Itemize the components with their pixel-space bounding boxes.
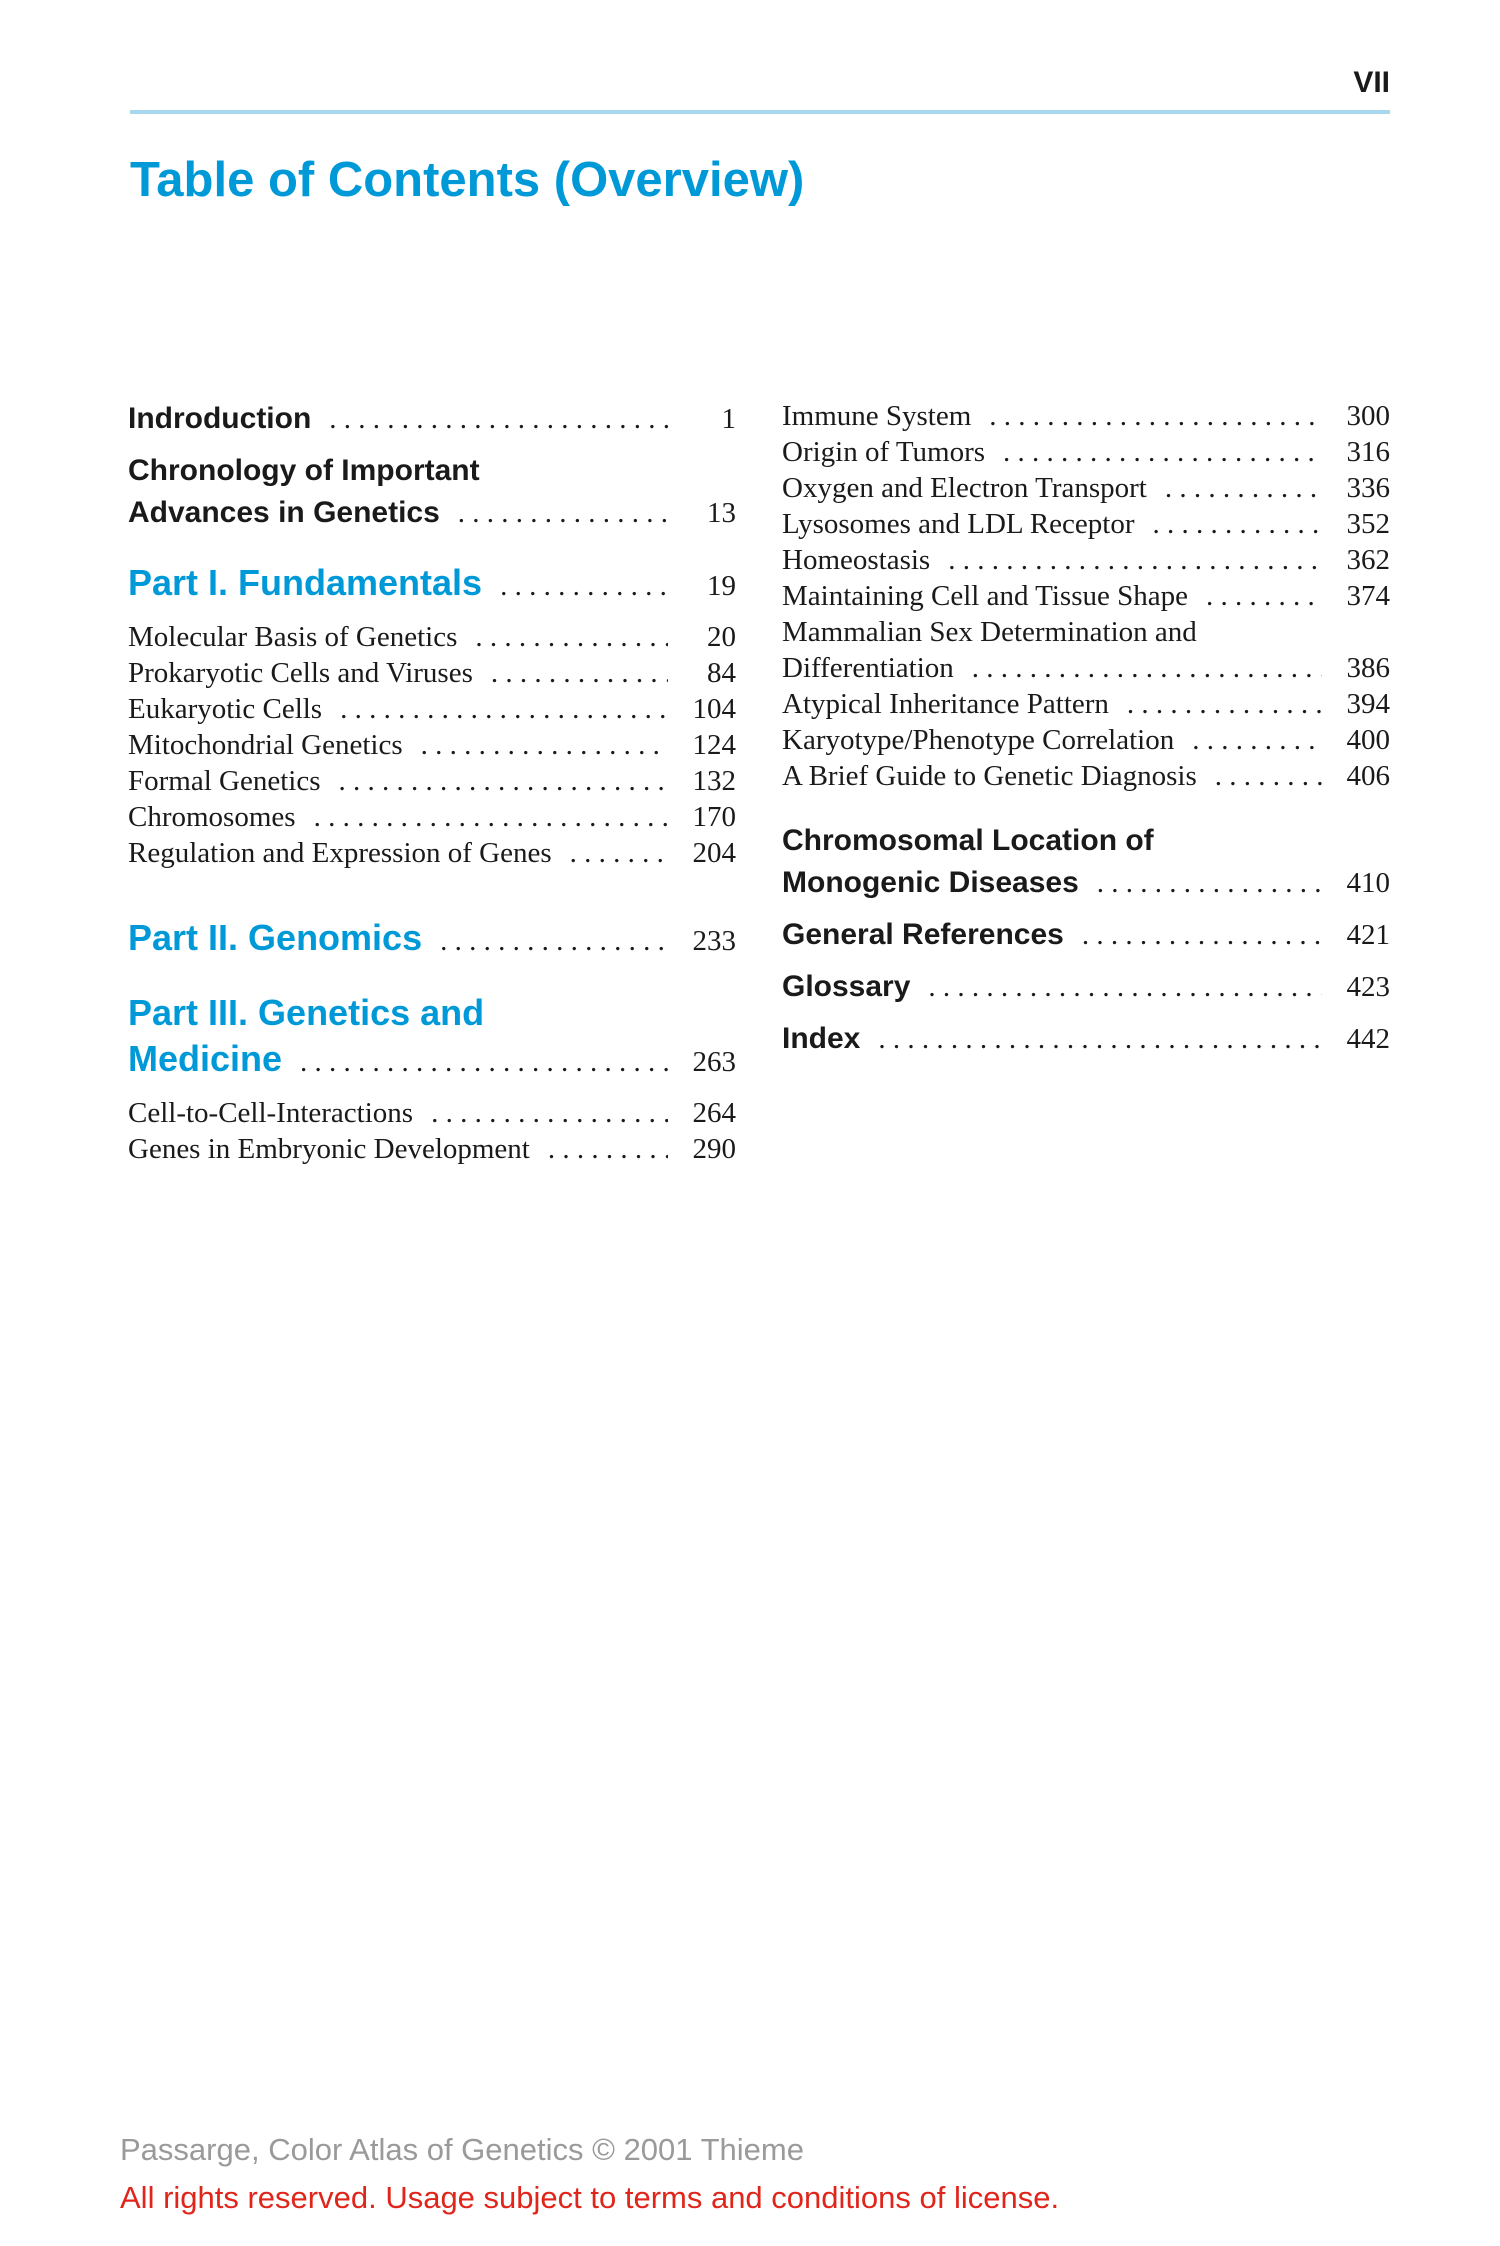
leader-dots <box>314 799 668 835</box>
part3-items <box>128 1095 736 1167</box>
toc-entry[interactable] <box>128 799 736 835</box>
toc-entry[interactable] <box>782 722 1390 758</box>
leader-dots <box>989 398 1322 434</box>
toc-entry-page: 20 <box>707 621 736 653</box>
toc-entry[interactable] <box>782 434 1390 470</box>
leader-dots <box>338 763 668 799</box>
leader-dots <box>972 650 1322 686</box>
toc-part-1[interactable] <box>128 560 736 609</box>
leader-dots <box>329 398 668 440</box>
toc-part-page: 263 <box>692 1046 736 1078</box>
leader-dots <box>1127 686 1322 722</box>
part3-continued-items <box>782 398 1390 794</box>
toc-part-2[interactable] <box>128 915 736 964</box>
toc-entry-page: 423 <box>1346 971 1390 1003</box>
toc-entry-title: Karyotype/Phenotype Correlation <box>782 724 1175 756</box>
toc-entry-title: Mitochondrial Genetics <box>128 729 403 761</box>
leader-dots <box>300 1039 668 1085</box>
leader-dots <box>1082 914 1322 956</box>
leader-dots <box>1153 506 1323 542</box>
toc-entry-title-line2: Monogenic Diseases <box>782 866 1079 899</box>
toc-entry-chronology[interactable] <box>128 450 736 534</box>
leader-dots <box>500 563 668 609</box>
leader-dots <box>440 918 668 964</box>
leader-dots <box>928 966 1322 1008</box>
leader-dots <box>491 655 668 691</box>
toc-entry-page: 316 <box>1346 436 1390 468</box>
leader-dots <box>1003 434 1322 470</box>
toc-entry-title: Atypical Inheritance Pattern <box>782 688 1109 720</box>
toc-entry-title: Glossary <box>782 970 911 1003</box>
toc-entry[interactable] <box>128 1095 736 1131</box>
toc-entry-title: Lysosomes and LDL Receptor <box>782 508 1135 540</box>
toc-entry[interactable] <box>128 691 736 727</box>
toc-part-title-line1: Part III. Genetics and <box>128 992 485 1033</box>
toc-entry[interactable] <box>782 470 1390 506</box>
toc-entry-introduction[interactable] <box>128 398 736 440</box>
toc-entry-page: 84 <box>707 657 736 689</box>
toc-entry-title-line2: Differentiation <box>782 652 954 684</box>
leader-dots <box>475 619 668 655</box>
toc-entry-title: Formal Genetics <box>128 765 321 797</box>
toc-entry-page: 362 <box>1346 544 1390 576</box>
toc-entry-page: 264 <box>692 1097 736 1129</box>
leader-dots <box>570 835 668 871</box>
leader-dots <box>1206 578 1322 614</box>
toc-entry-title: Immune System <box>782 400 972 432</box>
leader-dots <box>1192 722 1322 758</box>
toc-entry-title: Maintaining Cell and Tissue Shape <box>782 580 1188 612</box>
toc-entry-title: A Brief Guide to Genetic Diagnosis <box>782 760 1197 792</box>
leader-dots <box>458 492 668 534</box>
leader-dots <box>431 1095 668 1131</box>
leader-dots <box>1165 470 1322 506</box>
toc-entry-page: 421 <box>1346 919 1390 951</box>
leader-dots <box>948 542 1322 578</box>
toc-entry-page: 386 <box>1346 652 1390 684</box>
toc-entry-title: Eukaryotic Cells <box>128 693 323 725</box>
toc-entry-page: 300 <box>1346 400 1390 432</box>
toc-entry[interactable] <box>782 542 1390 578</box>
toc-entry-page: 1 <box>721 403 736 435</box>
toc-entry-title: Homeostasis <box>782 544 931 576</box>
toc-entry-page: 400 <box>1346 724 1390 756</box>
toc-entry[interactable] <box>782 398 1390 434</box>
toc-entry-page: 170 <box>692 801 736 833</box>
toc-entry-title: Genes in Embryonic Development <box>128 1133 530 1165</box>
toc-entry[interactable] <box>782 578 1390 614</box>
part1-items <box>128 619 736 871</box>
toc-entry-title-line1: Mammalian Sex Determination and <box>782 616 1197 648</box>
toc-entry-page: 352 <box>1346 508 1390 540</box>
toc-part-page: 19 <box>707 570 736 602</box>
toc-entry[interactable] <box>782 758 1390 794</box>
toc-entry-title: Index <box>782 1022 861 1055</box>
toc-entry[interactable] <box>782 686 1390 722</box>
toc-entry-title-line2: Advances in Genetics <box>128 496 440 529</box>
toc-entry-page: 124 <box>692 729 736 761</box>
leader-dots <box>1097 862 1322 904</box>
toc-entry-page: 104 <box>692 693 736 725</box>
page-number: VII <box>1353 66 1390 99</box>
footer-rights: All rights reserved. Usage subject to terms and conditions of license. <box>120 2180 1060 2215</box>
toc-entry-title: General References <box>782 918 1064 951</box>
toc-entry[interactable] <box>128 835 736 871</box>
toc-part-3[interactable] <box>128 990 736 1085</box>
leader-dots <box>548 1131 668 1167</box>
toc-entry-page: 204 <box>692 837 736 869</box>
toc-entry-title: Prokaryotic Cells and Viruses <box>128 657 473 689</box>
leader-dots <box>421 727 668 763</box>
toc-part-title-line2: Medicine <box>128 1038 283 1079</box>
toc-entry-sex-determination[interactable] <box>782 614 1390 686</box>
leader-dots <box>340 691 668 727</box>
toc-entry-general-references[interactable] <box>782 914 1390 956</box>
toc-entry-title-line1: Chronology of Important <box>128 454 480 487</box>
toc-entry[interactable] <box>128 619 736 655</box>
toc-left-column <box>128 398 736 1167</box>
toc-entry-title: Chromosomes <box>128 801 296 833</box>
toc-entry-page: 290 <box>692 1133 736 1165</box>
toc-entry-page: 336 <box>1346 472 1390 504</box>
toc-right-column <box>782 398 1390 1060</box>
toc-entry-glossary[interactable] <box>782 966 1390 1008</box>
page-title: Table of Contents (Overview) <box>130 153 805 207</box>
footer-credit: Passarge, Color Atlas of Genetics © 2001 Thieme <box>120 2132 804 2167</box>
toc-entry-page: 132 <box>692 765 736 797</box>
toc-entry[interactable] <box>128 655 736 691</box>
toc-entry[interactable] <box>128 727 736 763</box>
toc-entry-title: Molecular Basis of Genetics <box>128 621 458 653</box>
leader-dots <box>878 1018 1322 1060</box>
toc-entry-title: Origin of Tumors <box>782 436 986 468</box>
header-rule <box>130 110 1390 114</box>
toc-entry-page: 406 <box>1346 760 1390 792</box>
toc-part-page: 233 <box>692 925 736 957</box>
toc-entry-page: 442 <box>1346 1023 1390 1055</box>
toc-entry-title-line1: Chromosomal Location of <box>782 824 1154 857</box>
toc-entry-page: 374 <box>1346 580 1390 612</box>
toc-entry-page: 13 <box>707 497 736 529</box>
toc-entry-page: 394 <box>1346 688 1390 720</box>
leader-dots <box>1215 758 1322 794</box>
toc-entry-chromosomal-location[interactable] <box>782 820 1390 904</box>
toc-part-title: Part II. Genomics <box>128 917 423 958</box>
toc-entry-title: Cell-to-Cell-Interactions <box>128 1097 414 1129</box>
toc-entry-title: Indroduction <box>128 402 312 435</box>
toc-entry[interactable] <box>128 1131 736 1167</box>
toc-entry-page: 410 <box>1346 867 1390 899</box>
toc-entry-index[interactable] <box>782 1018 1390 1060</box>
toc-part-title: Part I. Fundamentals <box>128 562 483 603</box>
toc-entry[interactable] <box>782 506 1390 542</box>
toc-entry-title: Oxygen and Electron Transport <box>782 472 1147 504</box>
toc-entry[interactable] <box>128 763 736 799</box>
toc-entry-title: Regulation and Expression of Genes <box>128 837 552 869</box>
